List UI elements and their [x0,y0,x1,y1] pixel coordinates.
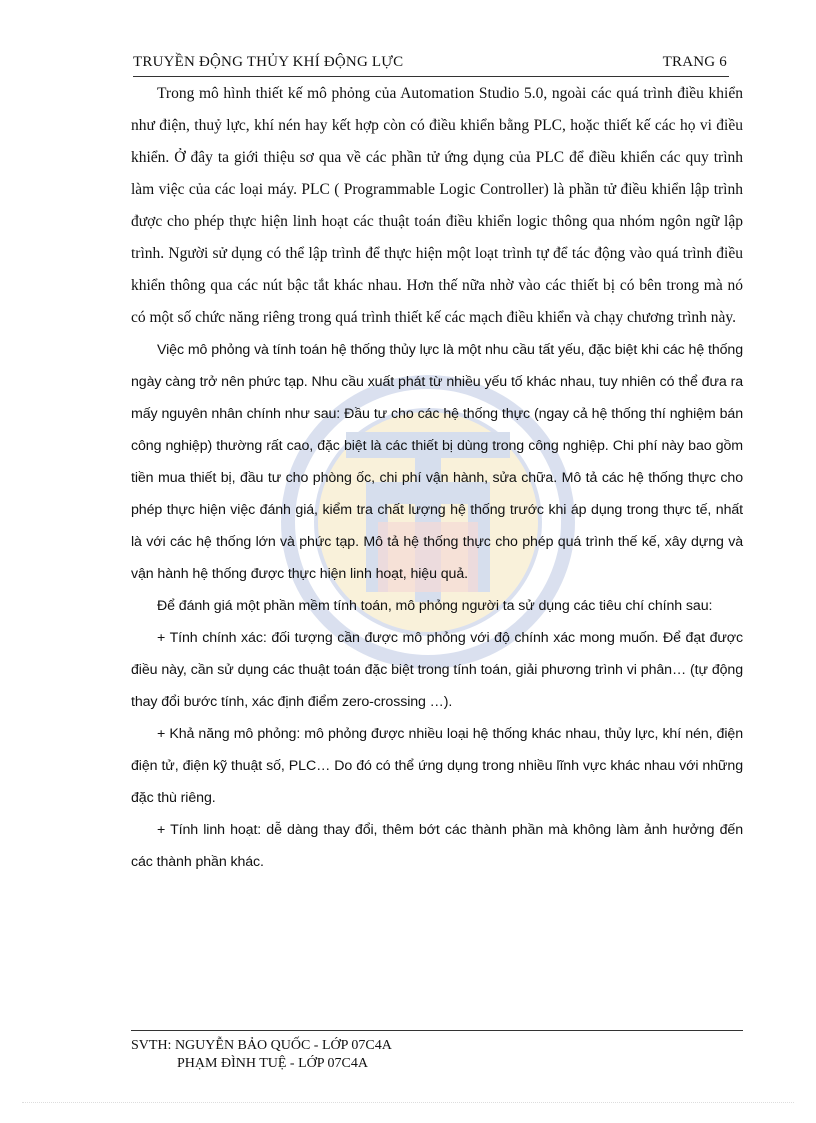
page-footer [131,1030,743,1073]
paragraph-criteria-intro: Để đánh giá một phần mềm tính toán, mô phỏng người ta sử dụng các tiêu chí chính sau: [157,598,713,614]
paragraph-intro: Trong mô hình thiết kế mô phỏng của Automation Studio 5.0, ngoài các quá trình điều khiển như điện, thuỷ lực, khí nén hay kết hợp còn có điều khiển bằng PLC, hoặc thiết kế các họ vi điều khiển. Ở đây ta giới thiệu sơ qua về các phần tử ứng dụng của PLC để điều khiển các quy trình làm việc của các loại máy. PLC ( Programmable Logic Controller) là phần tử điều khiển lập trình được cho phép thực hiện linh hoạt các thuật toán điều khiển logic thông qua nhóm ngôn ngữ lập trình. Người sử dụng có thể lập trình để thực hiện một loạt trình tự để tác động vào quá trình điều khiển thông qua các nút bậc tắt khác nhau. Hơn thế nữa nhờ vào các thiết bị có bên trong mà nó có một số chức năng riêng trong quá trình thiết kế các mạch điều khiển và chạy chương trình này. [131,85,743,326]
footer-student-2: PHẠM ĐÌNH TUỆ - LỚP 07C4A [177,1056,368,1071]
page-header [133,52,729,77]
paragraph-criterion-capability: + Khả năng mô phỏng: mô phỏng được nhiều loại hệ thống khác nhau, thủy lực, khí nén, điện điện tử, điện kỹ thuật số, PLC… Do đó có thể ứng dụng trong nhiều lĩnh vực khác nhau với những đặc thù riêng. [131,726,743,806]
paragraph-criterion-accuracy: + Tính chính xác: đối tượng cần được mô phỏng với độ chính xác mong muốn. Để đạt được điều này, cần sử dụng các thuật toán đặc biệt trong tính toán, giải phương trình vi phân… (tự động thay đổi bước tính, xác định điểm zero-crossing …). [131,630,743,710]
paragraph-simulation-need: Việc mô phỏng và tính toán hệ thống thủy lực là một nhu cầu tất yếu, đặc biệt khi các hệ thống ngày càng trở nên phức tạp. Nhu cầu xuất phát từ nhiều yếu tố khác nhau, tuy nhiên có thể đưa ra mấy nguyên nhân chính như sau: Đầu tư cho các hệ thống thực (ngay cả hệ thống thí nghiệm bán công nghiệp) thường rất cao, đặc biệt là các thiết bị dùng trong công nghiệp. Chi phí này bao gồm tiền mua thiết bị, đầu tư cho phòng ốc, chi phí vận hành, sửa chữa. Mô tả các hệ thống thực cho phép thực hiện việc đánh giá, kiểm tra chất lượng hệ thống trước khi áp dụng trong thực tế, nhất là với các hệ thống lớn và phức tạp. Mô tả hệ thống thực cho phép quá trình thế kế, xây dựng và vận hành hệ thống được thực hiện linh hoạt, hiệu quả. [131,342,743,582]
page-number: TRANG 6 [662,54,727,70]
header-title: TRUYỀN ĐỘNG THỦY KHÍ ĐỘNG LỰC [133,54,404,70]
document-body [131,78,743,878]
paragraph-criterion-flexibility: + Tính linh hoạt: dễ dàng thay đổi, thêm bớt các thành phần mà không làm ảnh hưởng đến các thành phần khác. [131,822,743,870]
page-bottom-divider [22,1102,794,1103]
footer-student-1: SVTH: NGUYỄN BẢO QUỐC - LỚP 07C4A [131,1038,392,1053]
